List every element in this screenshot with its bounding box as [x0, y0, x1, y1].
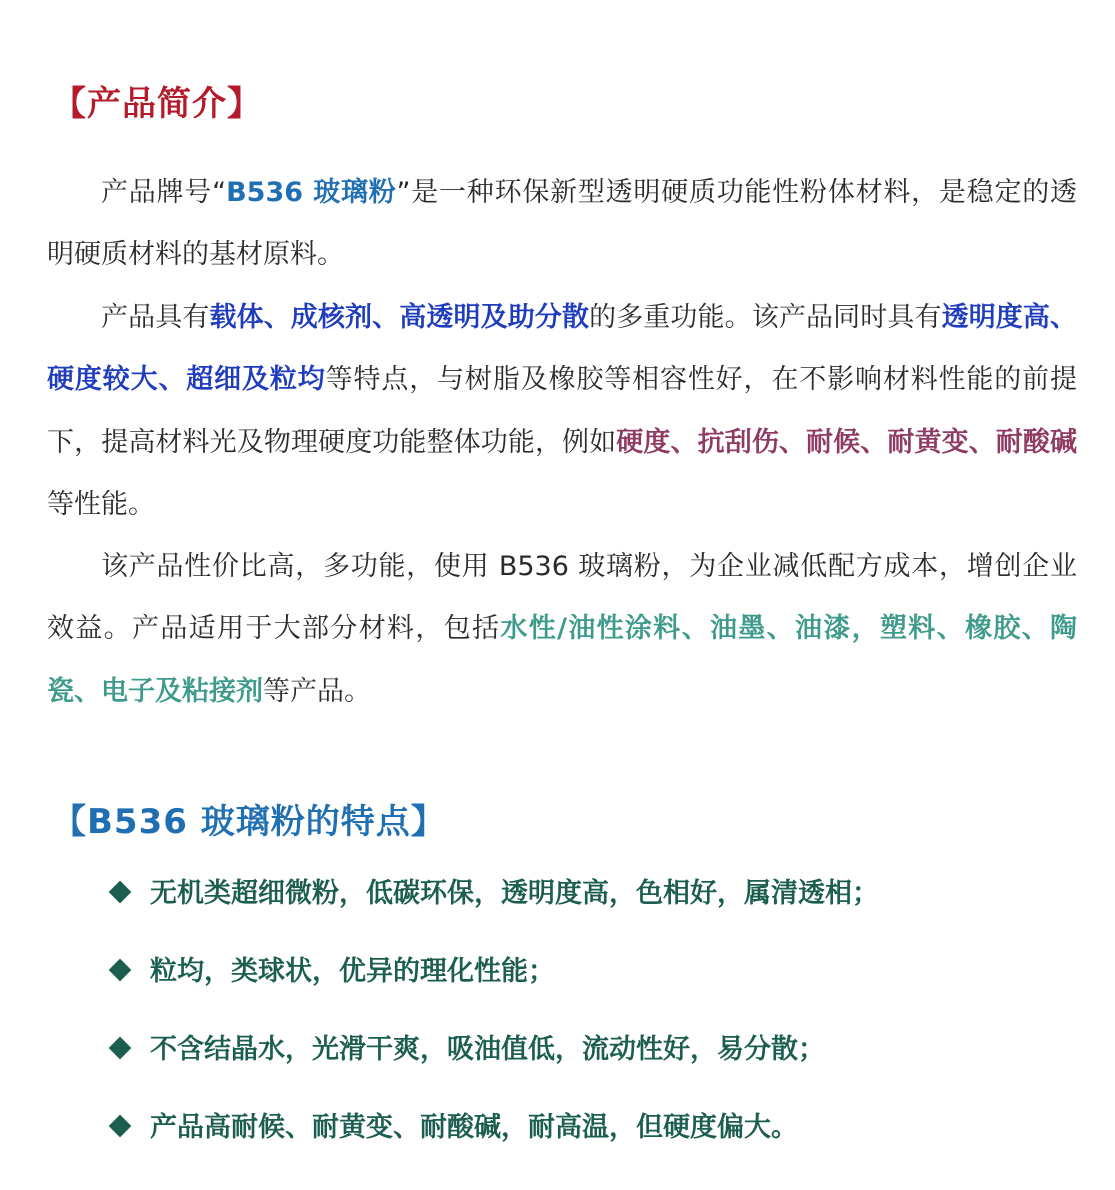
- p2-text-3: 等特点，与树脂及橡胶等相容性好，在不影响材料性能的前提下，提高材料光及物理硬度功能整体功能，例如: [47, 364, 1078, 458]
- diamond-bullet-icon: [109, 1036, 132, 1059]
- p2-text-4: 等性能。: [47, 489, 155, 521]
- applications-highlight: 水性/油性涂料、油墨、油漆，塑料、橡胶、陶瓷、电子及粘接剂: [47, 613, 1077, 707]
- p1-text-2: ”是一种环保新型透明硬质功能性粉体材料，是稳定的透明硬质材料的基材原料。: [47, 177, 1077, 271]
- p1-text-1: 产品牌号“: [101, 177, 227, 208]
- feature-item: [108, 1018, 1088, 1096]
- diamond-bullet-icon: [109, 880, 132, 903]
- properties-highlight: 硬度、抗刮伤、耐候、耐黄变、耐酸碱: [616, 426, 1078, 458]
- traits-highlight: 透明度高、硬度较大、超细及粒均: [47, 302, 1078, 396]
- p2-text-2: 的多重功能。该产品同时具有: [589, 302, 942, 333]
- intro-paragraph-2: [47, 287, 1077, 537]
- feature-item: [108, 862, 1088, 940]
- feature-text: 产品高耐候、耐黄变、耐酸碱，耐高温，但硬度偏大。: [150, 1112, 798, 1143]
- intro-paragraph-1: [47, 162, 1077, 287]
- intro-heading: 【产品简介】: [52, 84, 262, 124]
- feature-item: [108, 940, 1088, 1018]
- feature-item: [108, 1096, 1088, 1174]
- features-heading: 【B536 玻璃粉的特点】: [52, 802, 446, 842]
- diamond-bullet-icon: [109, 958, 132, 981]
- feature-text: 无机类超细微粉，低碳环保，透明度高，色相好，属清透相；: [150, 878, 879, 909]
- feature-list: [108, 862, 1088, 1174]
- p3-text-2: 等产品。: [263, 675, 371, 707]
- feature-text: 粒均，类球状，优异的理化性能；: [150, 956, 555, 987]
- diamond-bullet-icon: [109, 1114, 132, 1137]
- p2-text-1: 产品具有: [101, 302, 210, 333]
- intro-paragraph-3: [47, 536, 1077, 723]
- functions-highlight: 载体、成核剂、高透明及助分散: [209, 302, 590, 333]
- brand-name: B536 玻璃粉: [226, 177, 397, 208]
- feature-text: 不含结晶水，光滑干爽，吸油值低，流动性好，易分散；: [150, 1034, 825, 1065]
- p3-text-1: 该产品性价比高，多功能，使用 B536 玻璃粉，为企业减低配方成本，增创企业效益。产品适用于大部分材料，包括: [47, 551, 1077, 645]
